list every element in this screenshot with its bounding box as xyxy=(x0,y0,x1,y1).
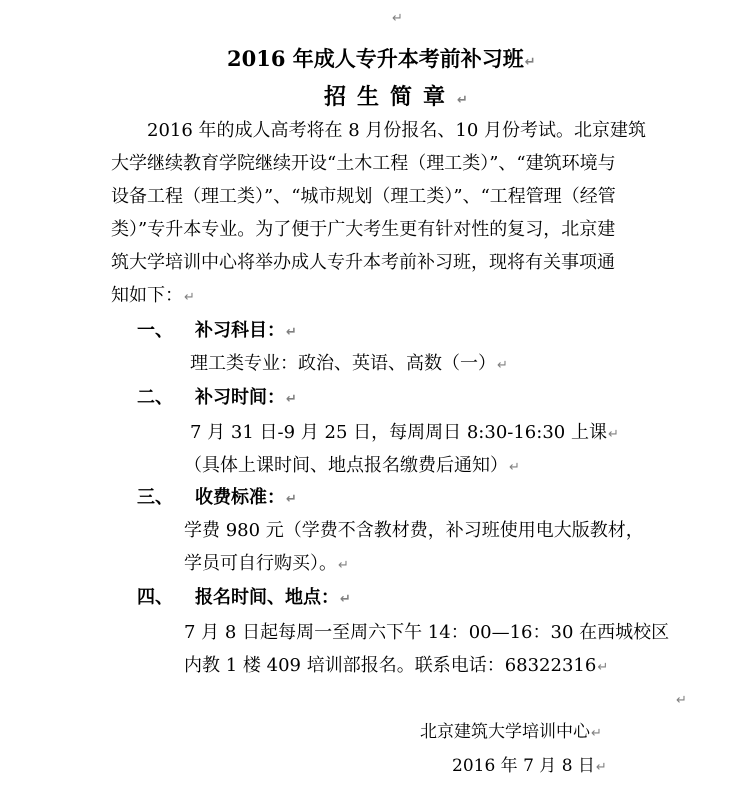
paragraph-mark: ↵ xyxy=(286,492,297,507)
paragraph-mark: ↵ xyxy=(497,358,508,373)
document-subtitle xyxy=(324,84,468,114)
section-number: 二、 xyxy=(137,387,173,408)
section-line: 7 月 8 日起每周一至周六下午 14：00—16：30 在西城校区 xyxy=(184,622,670,643)
intro-line-text: 知如下： xyxy=(111,285,183,306)
section-line xyxy=(190,422,619,446)
section-line xyxy=(184,455,520,479)
document-subtitle-text: 招生简章 xyxy=(324,84,457,110)
paragraph-mark: ↵ xyxy=(524,55,536,70)
signature-org xyxy=(420,721,602,745)
signature-date-text: 2016 年 7 月 8 日 xyxy=(452,756,595,776)
paragraph-mark: ↵ xyxy=(509,460,520,475)
section-line xyxy=(190,353,508,377)
paragraph-mark: ↵ xyxy=(338,558,349,573)
paragraph-mark: ↵ xyxy=(597,660,609,675)
paragraph-mark: ↵ xyxy=(676,693,687,708)
section-heading-text: 补习时间： xyxy=(195,387,285,408)
paragraph-mark: ↵ xyxy=(286,325,297,340)
section-line-text: 7 月 31 日-9 月 25 日，每周周日 8:30-16:30 上课 xyxy=(190,422,607,443)
document-title-text: 2016 年成人专升本考前补习班 xyxy=(227,46,524,71)
section-heading-text: 收费标准： xyxy=(195,487,285,508)
intro-line: 设备工程（理工类）”、“城市规划（理工类）”、“工程管理（经管 xyxy=(111,186,616,207)
paragraph-mark: ↵ xyxy=(457,93,468,108)
intro-line: 类）”专升本专业。为了便于广大考生更有针对性的复习，北京建 xyxy=(111,219,616,240)
section-line: 学费 980 元（学费不含教材费，补习班使用电大版教材， xyxy=(184,520,644,541)
section-heading xyxy=(137,587,351,611)
intro-line: 2016 年的成人高考将在 8 月份报名、10 月份考试。北京建筑 xyxy=(147,120,647,141)
intro-line-last xyxy=(111,285,195,309)
section-line-text: （具体上课时间、地点报名缴费后通知） xyxy=(184,455,508,476)
section-heading-text: 补习科目： xyxy=(195,320,285,341)
section-line xyxy=(184,553,349,577)
signature-org-text: 北京建筑大学培训中心 xyxy=(420,722,590,742)
signature-date xyxy=(452,755,607,779)
section-heading xyxy=(137,387,297,411)
paragraph-mark: ↵ xyxy=(286,392,297,407)
section-line-text: 学员可自行购买）。 xyxy=(184,553,337,574)
paragraph-mark: ↵ xyxy=(392,11,403,26)
paragraph-mark: ↵ xyxy=(595,760,607,775)
section-heading xyxy=(137,320,297,344)
paragraph-mark: ↵ xyxy=(607,427,619,442)
section-line-text: 理工类专业：政治、英语、高数（一） xyxy=(190,353,496,374)
intro-line: 大学继续教育学院继续开设“土木工程（理工类）”、“建筑环境与 xyxy=(111,153,616,174)
intro-line: 筑大学培训中心将举办成人专升本考前补习班，现将有关事项通 xyxy=(111,252,615,273)
paragraph-mark: ↵ xyxy=(184,290,195,305)
section-number: 四、 xyxy=(137,587,173,608)
paragraph-mark: ↵ xyxy=(340,592,351,607)
paragraph-mark: ↵ xyxy=(591,726,602,741)
section-heading xyxy=(137,487,297,511)
section-line-text: 内教 1 楼 409 培训部报名。联系电话：68322316 xyxy=(184,655,597,676)
section-heading-text: 报名时间、地点： xyxy=(195,587,339,608)
document-title xyxy=(227,46,536,76)
section-number: 一、 xyxy=(137,320,173,341)
section-number: 三、 xyxy=(137,487,173,508)
section-line xyxy=(184,655,608,679)
